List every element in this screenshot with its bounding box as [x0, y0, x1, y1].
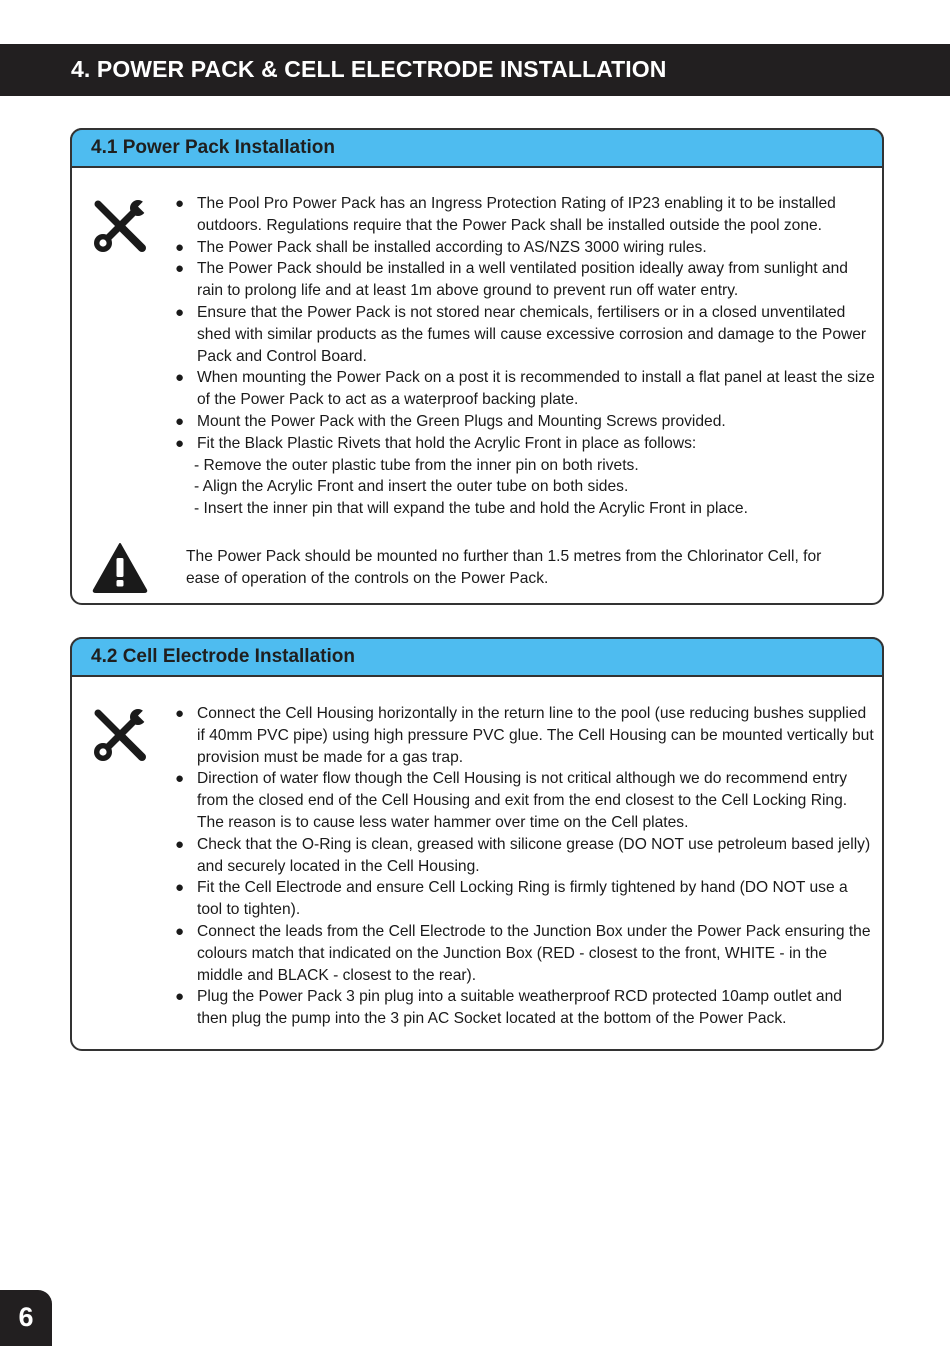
- panel-heading-bar: [70, 637, 884, 677]
- list-item: ● The Power Pack shall be installed according to AS/NZS 3000 wiring rules.: [175, 238, 707, 256]
- page-number-tab: [0, 1290, 52, 1346]
- list-item: ● Check that the O-Ring is clean, greased with silicone grease (DO NOT use petroleum based jelly) and securely located in the Cell Housing.: [175, 835, 871, 875]
- section-title: 4. POWER PACK & CELL ELECTRODE INSTALLATION: [71, 56, 667, 82]
- list-item: ● The Pool Pro Power Pack has an Ingress Protection Rating of IP23 enabling it to be installed outdoors. Regulations require that the Power Pack shall be installed outside the pool zone.: [175, 195, 836, 234]
- list-item: ● Mount the Power Pack with the Green Plugs and Mounting Screws provided.: [175, 412, 726, 430]
- list-item: ● Plug the Power Pack 3 pin plug into a suitable weatherproof RCD protected 10amp outlet and then plug the pump into the 3 pin AC Socket located at the bottom of the Power Pack.: [175, 988, 842, 1028]
- list-item: ● Ensure that the Power Pack is not stored near chemicals, fertilisers or in a closed unventilated shed with similar products as the fumes will cause excessive corrosion and damage to the Power Pack and Control Board.: [175, 303, 867, 365]
- sub-step: - Insert the inner pin that will expand the tube and hold the Acrylic Front in place.: [194, 500, 748, 518]
- list-item: ● The Power Pack should be installed in a well ventilated position ideally away from sunlight and rain to prolong life and at least 1m above ground to prevent run off water entry.: [175, 260, 848, 300]
- list-item: ● Direction of water flow though the Cell Housing is not critical although we do recommend entry from the closed end of the Cell Housing and exit from the end closest to the Cell Locking Ring. The reason is to cause less water hammer over time on the Cell plates.: [175, 770, 848, 831]
- list-item: ● When mounting the Power Pack on a post it is recommended to install a flat panel at least the size of the Power Pack to act as a waterproof backing plate.: [175, 369, 875, 409]
- cell-electrode-installation-panel: [70, 637, 884, 1051]
- mounting-distance-note: The Power Pack should be mounted no further than 1.5 metres from the Chlorinator Cell, for ease of operation of the controls on the Power Pack.: [186, 548, 822, 587]
- sub-step: - Align the Acrylic Front and insert the outer tube on both sides.: [194, 478, 629, 496]
- tools-icon: [92, 198, 148, 254]
- panel-heading: 4.1 Power Pack Installation: [91, 137, 335, 158]
- tools-icon: [92, 707, 148, 763]
- power-pack-bullet-list: [175, 193, 875, 520]
- list-item: ● Fit the Cell Electrode and ensure Cell Locking Ring is firmly tightened by hand (DO NOT use a tool to tighten).: [175, 879, 848, 919]
- list-item: ● Fit the Black Plastic Rivets that hold the Acrylic Front in place as follows: - Remove the outer plastic tube from the inner pin on both rivets. - Align the Acrylic Front and insert the outer tube on both sides. - Insert the inner pin that will expand the tube and hold the Acrylic Front in place.: [175, 433, 875, 520]
- panel-heading-bar: [70, 128, 884, 168]
- section-title-banner: [0, 44, 950, 96]
- rivet-sub-steps: [194, 455, 875, 520]
- list-item: ● Connect the leads from the Cell Electrode to the Junction Box under the Power Pack ensuring the colours match that indicated on the Junction Box (RED - closest to the front, WHITE - in the middle and BLACK - closest to the rear).: [175, 922, 871, 984]
- power-pack-installation-panel: [70, 128, 884, 605]
- panel-heading: 4.2 Cell Electrode Installation: [91, 646, 355, 667]
- warning-icon: [92, 542, 148, 594]
- cell-electrode-bullet-list: [175, 703, 875, 1030]
- sub-step: - Remove the outer plastic tube from the inner pin on both rivets.: [194, 456, 639, 474]
- page-number: 6: [18, 1302, 34, 1332]
- list-item: ● Connect the Cell Housing horizontally in the return line to the pool (use reducing bushes supplied if 40mm PVC pipe) using high pressure PVC glue. The Cell Housing can be mounted vertically but provision must be made for a gas trap.: [175, 705, 874, 766]
